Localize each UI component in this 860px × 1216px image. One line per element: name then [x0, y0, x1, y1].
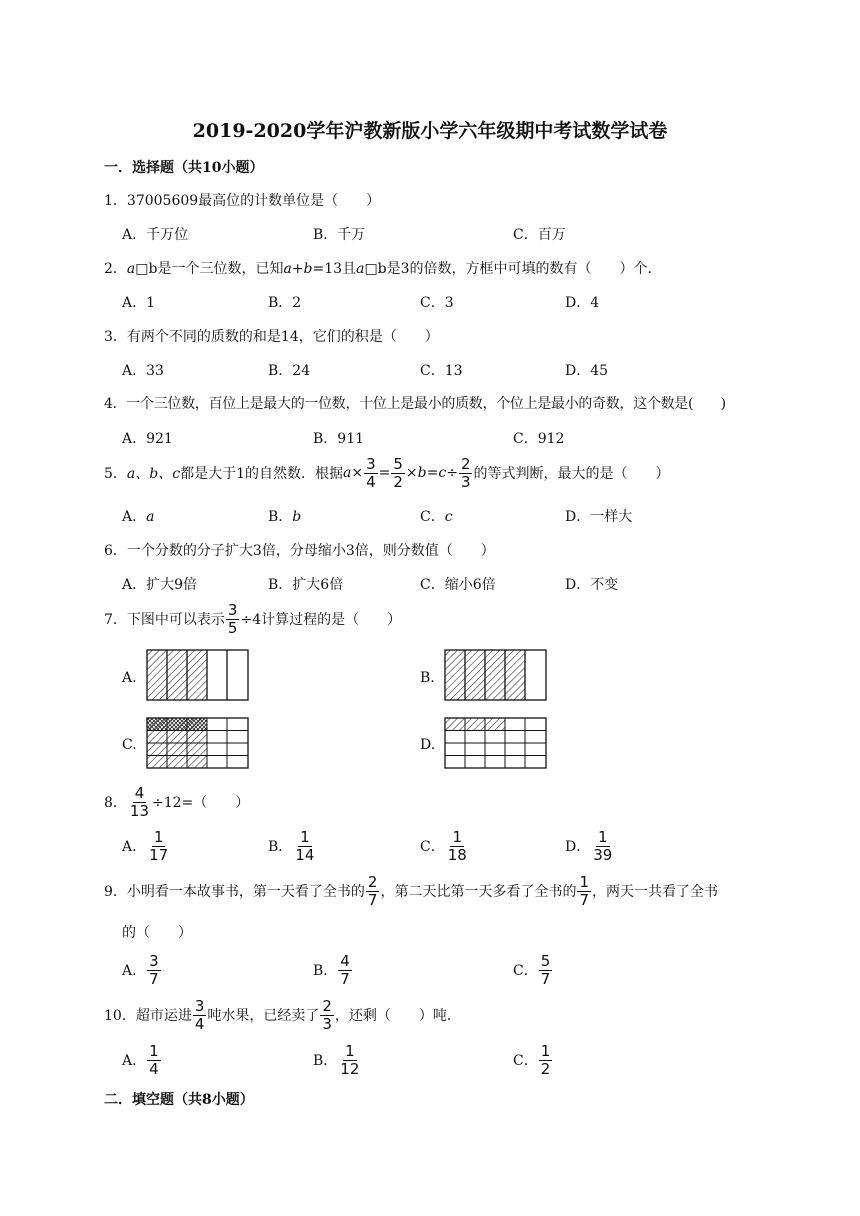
q10-option-a: A． $\frac{1}{4}$: [122, 1041, 159, 1078]
q8-option-b: B． $\frac{1}{14}$: [268, 827, 315, 864]
fraction: $\frac{3}{4}$: [194, 996, 205, 1033]
q7-figure-d: [444, 717, 549, 769]
q6-option-d: D．不变: [565, 577, 619, 593]
question-1: 1．37005609最高位的计数单位是（ ）: [104, 193, 381, 209]
q4-option-a: A．921: [122, 431, 173, 447]
question-9: 9．小明看一本故事书，第一天看了全书的 $\frac{2}{7}$ ，第二天比第一天多看了全书的 $\frac{1}{7}$ ，两天一共看了全书: [104, 872, 718, 909]
q3-option-d: D．45: [565, 363, 609, 379]
fraction: $\frac{4}{13}$: [129, 783, 150, 820]
fraction: $\frac{1}{7}$: [579, 872, 589, 909]
q3-option-c: C．13: [420, 363, 463, 379]
fraction: $\frac{3}{5}$: [227, 600, 238, 637]
question-2: 2．a□b是一个三位数，已知a+b=13且a□b是3的倍数，方框中可填的数有（ ）个．: [104, 261, 662, 277]
q2-option-d: D．4: [565, 295, 600, 311]
q8-option-c: C． $\frac{1}{18}$: [420, 827, 467, 864]
q5-option-d: D．一样大: [565, 509, 633, 525]
q2-option-c: C．3: [420, 295, 454, 311]
q5-option-b: B．b: [268, 509, 302, 525]
q9-option-b: B． $\frac{4}{7}$: [313, 951, 350, 988]
q10-option-b: B． $\frac{1}{12}$: [313, 1041, 360, 1078]
question-6: 6．一个分数的分子扩大3倍，分母缩小3倍，则分数值（ ）: [104, 543, 495, 559]
q7-option-a-label: A.: [122, 670, 137, 686]
q4-option-c: C．912: [513, 431, 565, 447]
q1-option-a: A．千万位: [122, 227, 189, 243]
question-7: 7．下图中可以表示 $\frac{3}{5}$ ÷4计算过程的是（ ）: [104, 600, 402, 637]
q6-option-a: A．扩大9倍: [122, 577, 198, 593]
q9-option-c: C． $\frac{5}{7}$: [513, 951, 551, 988]
q1-option-b: B．千万: [313, 227, 366, 243]
q4-option-b: B．911: [313, 431, 365, 447]
question-5: 5． a、b、c 都是大于1的自然数．根据 a × $\frac{3}{4}$ = $\frac{5}{2}$ × b = c ÷ $\frac{2}{3}$ 的等式判断，最大的是（ ）: [104, 454, 670, 491]
q7-figure-b: [444, 649, 549, 701]
q7-option-d-label: D.: [420, 737, 436, 753]
section-fill-heading: 二．填空题（共8小题）: [104, 1092, 254, 1108]
question-3: 3．有两个不同的质数的和是14，它们的积是（ ）: [104, 329, 439, 345]
q3-option-b: B．24: [268, 363, 311, 379]
q2-option-a: A．1: [122, 295, 156, 311]
fraction: $\frac{2}{7}$: [367, 872, 378, 909]
question-10: 10．超市运进 $\frac{3}{4}$ 吨水果，已经卖了 $\frac{2}{3}$ ，还剩（ ）吨．: [104, 996, 461, 1033]
q7-option-c-label: C.: [122, 737, 137, 753]
q9-option-a: A． $\frac{3}{7}$: [122, 951, 159, 988]
fraction: $\frac{2}{3}$: [460, 454, 471, 491]
fraction: $\frac{3}{4}$: [366, 454, 376, 491]
q5-option-c: C．c: [420, 509, 453, 525]
section-choice-heading: 一．选择题（共10小题）: [104, 160, 264, 176]
fraction: $\frac{2}{3}$: [322, 996, 332, 1033]
q6-option-c: C．缩小6倍: [420, 577, 496, 593]
q2-option-b: B．2: [268, 295, 302, 311]
q10-option-c: C． $\frac{1}{2}$: [513, 1041, 551, 1078]
page-title: 2019-2020学年沪教新版小学六年级期中考试数学试卷: [192, 120, 668, 142]
question-8: 8． $\frac{4}{13}$ ÷12=（ ）: [104, 783, 250, 820]
question-9-continued: 的（ ）: [122, 925, 192, 941]
q7-figure-a: [146, 649, 251, 701]
q8-option-d: D． $\frac{1}{39}$: [565, 827, 613, 864]
q1-option-c: C．百万: [513, 227, 566, 243]
question-4: 4．一个三位数，百位上是最大的一位数，十位上是最小的质数，个位上是最小的奇数，这个数是( ): [104, 396, 726, 412]
q3-option-a: A．33: [122, 363, 164, 379]
q7-option-b-label: B.: [420, 670, 435, 686]
q7-figure-c: [146, 717, 251, 769]
q5-option-a: A．a: [122, 509, 155, 525]
q6-option-b: B．扩大6倍: [268, 577, 344, 593]
q8-option-a: A． $\frac{1}{17}$: [122, 827, 169, 864]
fraction: $\frac{5}{2}$: [393, 454, 403, 491]
